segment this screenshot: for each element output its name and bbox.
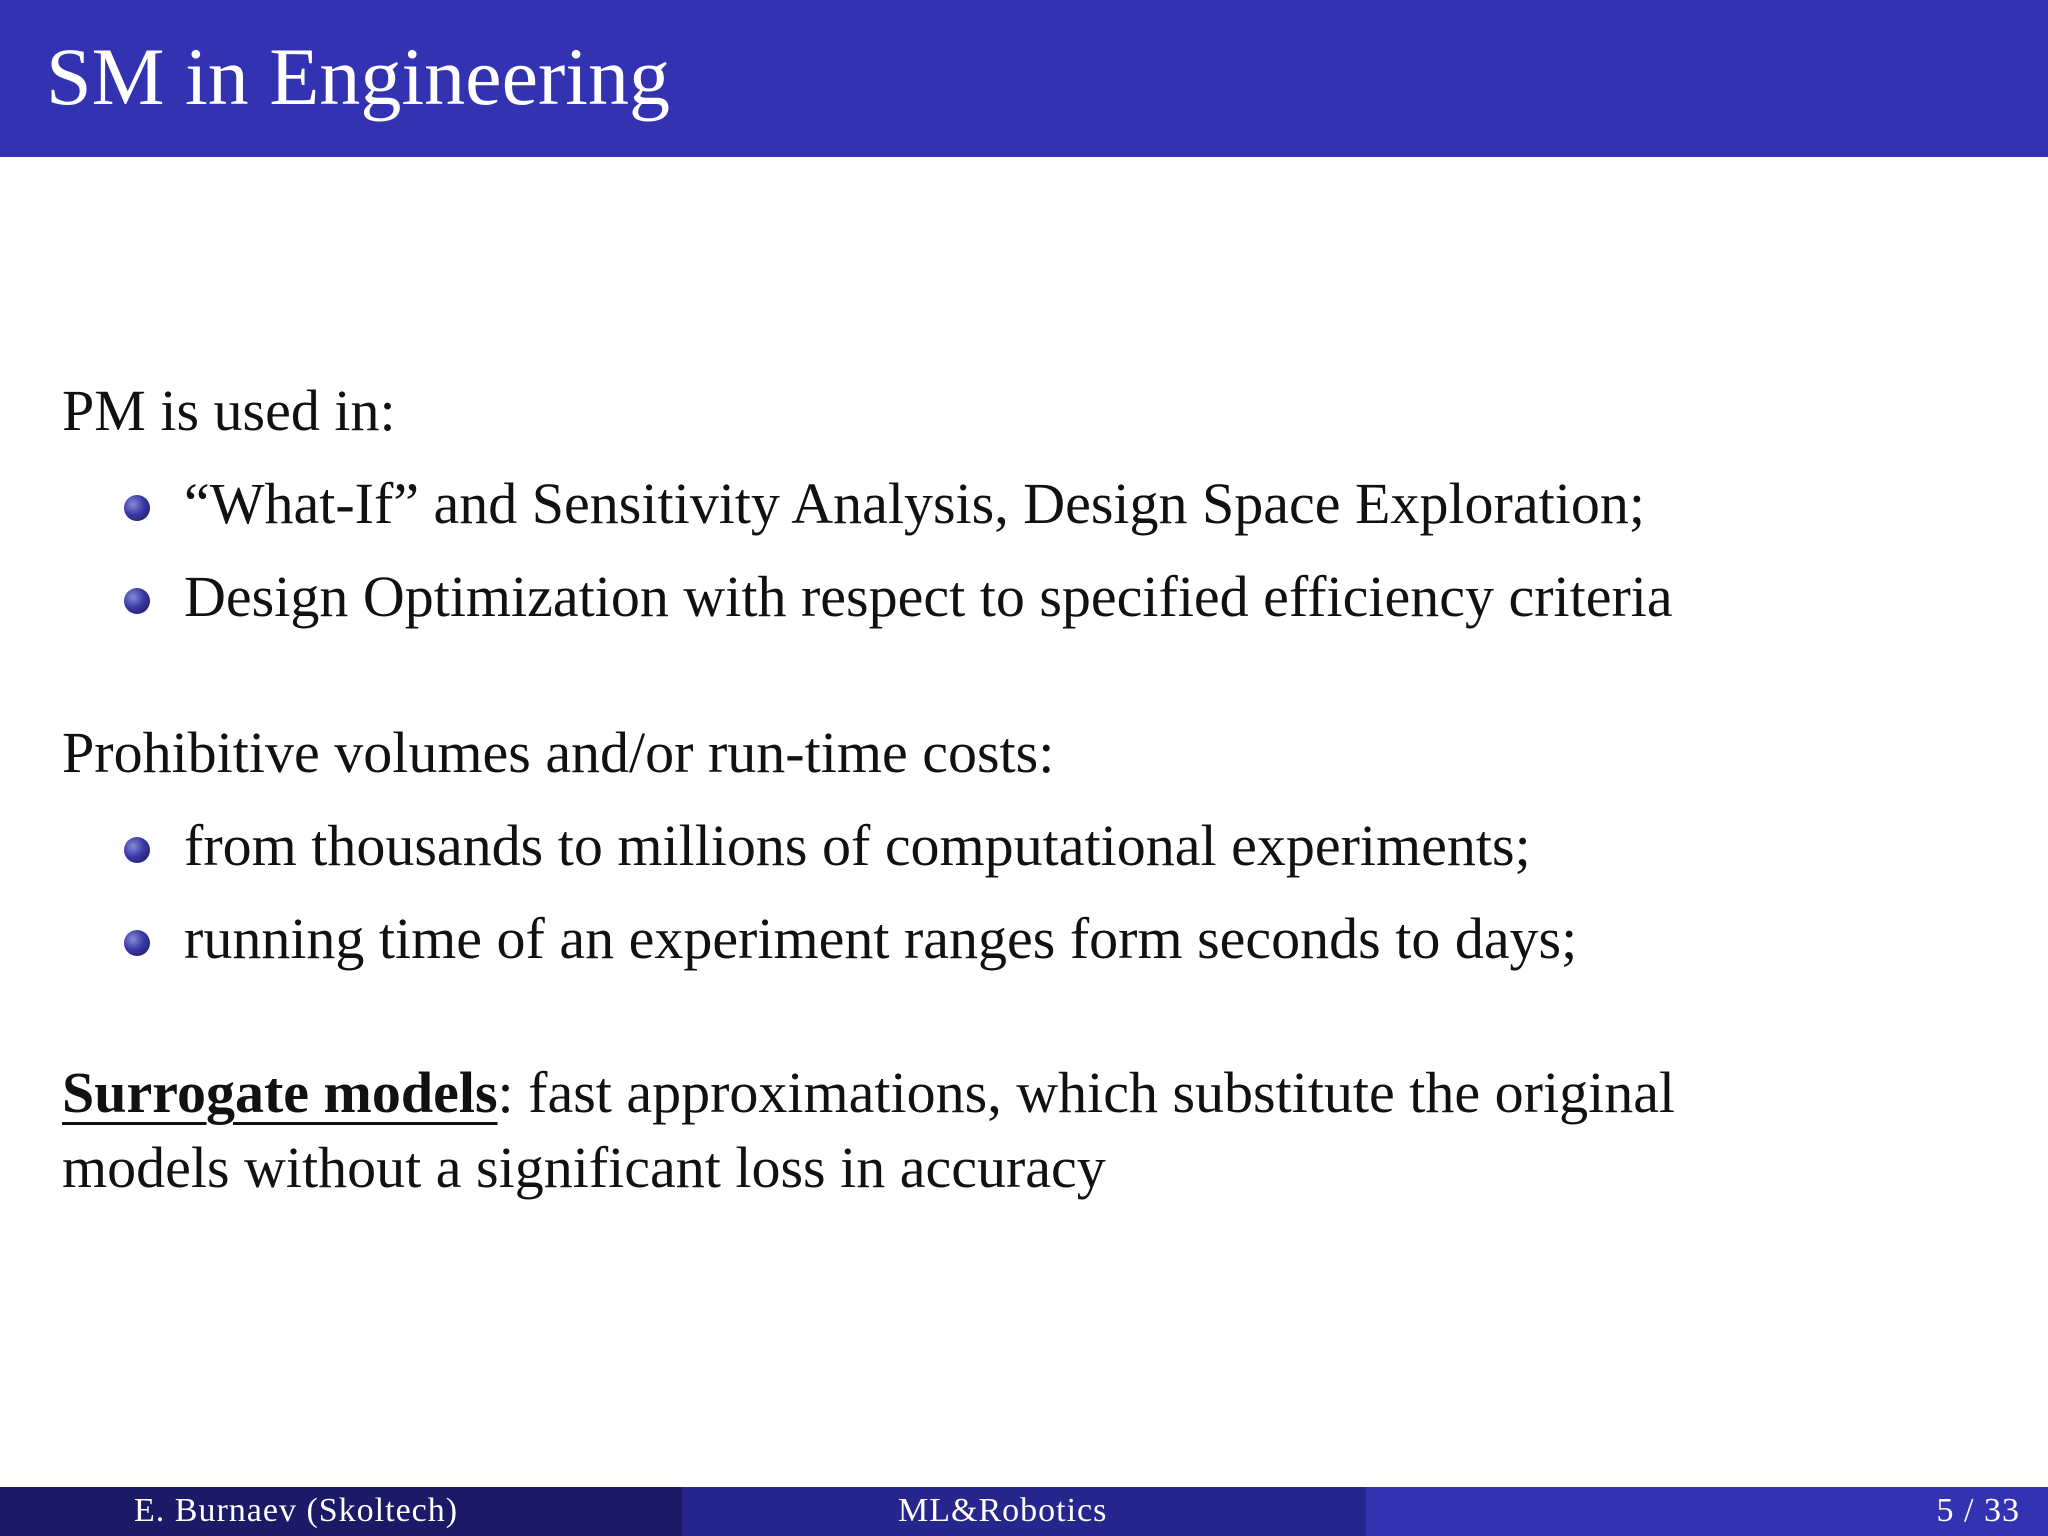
slide-body — [0, 157, 2048, 1487]
slide-footer — [0, 1487, 2048, 1536]
surrogate-definition — [62, 1060, 1676, 1125]
page-number: 5 / 33 — [1936, 1492, 2020, 1529]
list-item-text: Design Optimization with respect to specified efficiency criteria — [184, 564, 1673, 629]
surrogate-term: Surrogate models — [62, 1060, 498, 1125]
intro-used-in: PM is used in: — [62, 378, 396, 443]
slide-header — [0, 0, 2048, 157]
surrogate-definition-continued: models without a significant loss in accuracy — [62, 1135, 1106, 1200]
bullet-icon — [124, 588, 150, 614]
list-item-text: running time of an experiment ranges form seconds to days; — [184, 906, 1578, 971]
footer-author-panel — [0, 1487, 682, 1536]
footer-page-panel — [1366, 1487, 2048, 1536]
bullet-icon — [124, 495, 150, 521]
slide-title: SM in Engineering — [46, 31, 671, 122]
surrogate-definition-text: : fast approximations, which substitute the original — [497, 1060, 1676, 1125]
list-item-text: “What-If” and Sensitivity Analysis, Design Space Exploration; — [184, 471, 1645, 536]
list-item-text: from thousands to millions of computational experiments; — [184, 813, 1531, 878]
footer-author: E. Burnaev (Skoltech) — [134, 1492, 459, 1529]
bullet-icon — [124, 837, 150, 863]
footer-event: ML&Robotics — [898, 1492, 1108, 1529]
intro-costs: Prohibitive volumes and/or run-time costs: — [62, 720, 1055, 785]
bullet-icon — [124, 930, 150, 956]
footer-event-panel — [682, 1487, 1366, 1536]
